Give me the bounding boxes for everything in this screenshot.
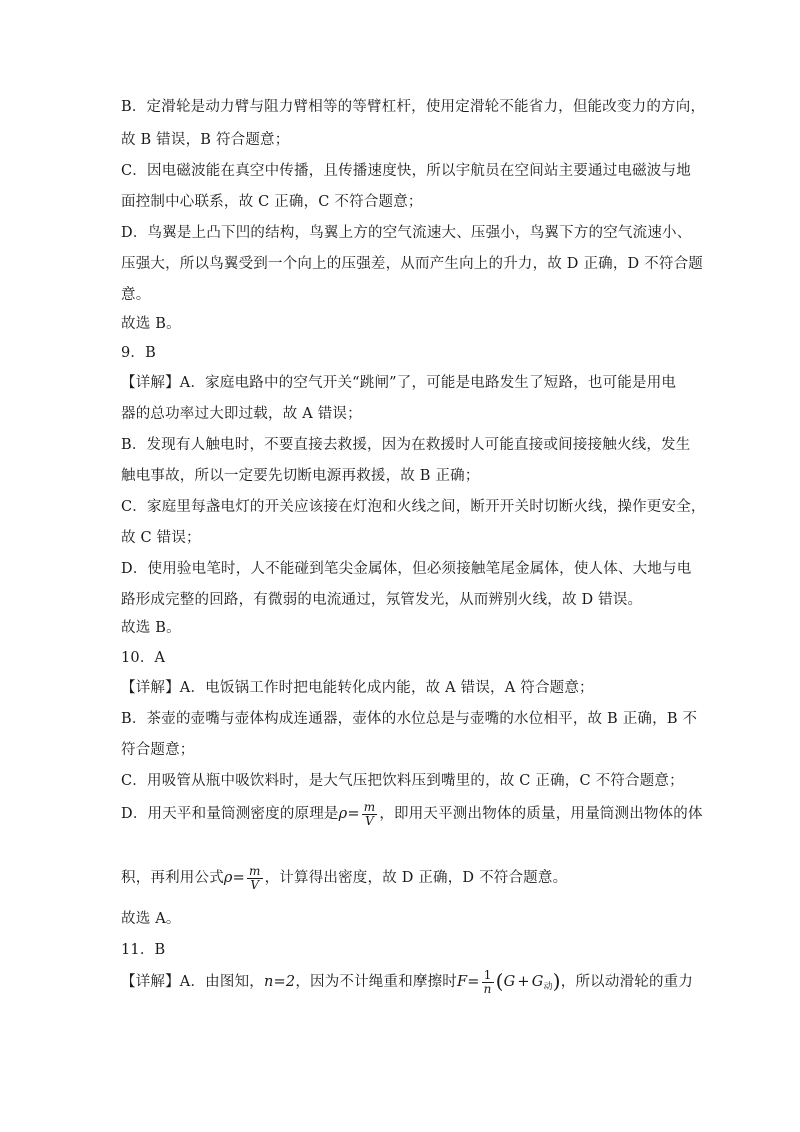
text-line: B．茶壶的壶嘴与壶体构成连通器，壶体的水位总是与壶嘴的水位相平，故 B 正确，B 不 bbox=[121, 711, 698, 727]
text-line: C．家庭里每盏电灯的开关应该接在灯泡和火线之间，断开开关时切断火线，操作更安全， bbox=[121, 499, 706, 515]
text-line: 故 B 错误，B 符合题意； bbox=[121, 132, 290, 148]
text-line: 符合题意； bbox=[121, 742, 195, 758]
formula-rho: ρ bbox=[223, 870, 233, 886]
text-line-formula: D．用天平和量筒测密度的原理是ρ= $\frac{m}{V}$ ，即用天平测出物体的质量，用量筒测出物体的体 bbox=[121, 799, 703, 828]
text-line-formula: 【详解】A．由图知，n=2，因为不计绳重和摩擦时F= $\frac{1}{n}$ $(G + G_动)$，所以动滑轮的重力 bbox=[121, 967, 694, 996]
text-line: 故选 B。 bbox=[121, 316, 181, 332]
question-number: 9．B bbox=[121, 345, 156, 361]
text-line: C．用吸管从瓶中吸饮料时，是大气压把饮料压到嘴里的，故 C 正确，C 不符合题意； bbox=[121, 773, 684, 789]
text-line: 压强大，所以鸟翼受到一个向上的压强差，从而产生向上的升力，故 D 正确，D 不符合题 bbox=[121, 256, 703, 272]
formula-eq: = bbox=[347, 806, 360, 822]
text-line: 触电事故，所以一定要先切断电源再救援，故 B 正确； bbox=[121, 468, 480, 484]
text-line: B．定滑轮是动力臂与阻力臂相等的等臂杠杆，使用定滑轮不能省力，但能改变力的方向， bbox=[121, 99, 706, 115]
formula-F: F bbox=[457, 974, 468, 990]
text-line: 面控制中心联系，故 C 正确，C 不符合题意； bbox=[121, 194, 423, 210]
text-line: B．发现有人触电时，不要直接去救援，因为在救援时人可能直接或间接接触火线，发生 bbox=[121, 437, 691, 453]
text-line: D．鸟翼是上凸下凹的结构，鸟翼上方的空气流速大、压强小，鸟翼下方的空气流速小、 bbox=[121, 225, 692, 241]
text-line-formula: 积，再利用公式ρ= $\frac{m}{V}$ ，计算得出密度，故 D 正确，D 不符合题意。 bbox=[121, 863, 568, 892]
text-line: 故选 B。 bbox=[121, 620, 181, 636]
formula-n-value: n=2 bbox=[263, 974, 296, 990]
text-line: D．使用验电笔时，人不能碰到笔尖金属体，但必须接触笔尾金属体，使人体、大地与电 bbox=[121, 561, 692, 577]
formula-fraction: $\frac{1}{n}$ bbox=[483, 967, 492, 996]
formula-fraction: $\frac{m}{V}$ bbox=[249, 863, 261, 892]
formula-eq: = bbox=[467, 974, 480, 990]
text-line: C．因电磁波能在真空中传播，且传播速度快，所以宇航员在空间站主要通过电磁波与地 bbox=[121, 163, 691, 179]
question-number: 11．B bbox=[121, 942, 166, 958]
formula-fraction: $\frac{m}{V}$ bbox=[363, 799, 376, 828]
text-line: 【详解】A．家庭电路中的空气开关“跳闸”了，可能是电路发生了短路，也可能是用电 bbox=[121, 375, 677, 391]
text-line: 路形成完整的回路，有微弱的电流通过，氖管发光，从而辨别火线，故 D 错误。 bbox=[121, 592, 643, 608]
text-line: 器的总功率过大即过载，故 A 错误； bbox=[121, 406, 362, 422]
formula-rho: ρ bbox=[338, 806, 348, 822]
text-line: 故 C 错误； bbox=[121, 530, 201, 546]
question-number: 10．A bbox=[121, 650, 166, 666]
text-line: 故选 A。 bbox=[121, 911, 181, 927]
text-line: 【详解】A．电饭锅工作时把电能转化成内能，故 A 错误，A 符合题意； bbox=[121, 680, 594, 696]
formula-eq: = bbox=[232, 870, 245, 886]
text-line: 意。 bbox=[121, 287, 151, 303]
